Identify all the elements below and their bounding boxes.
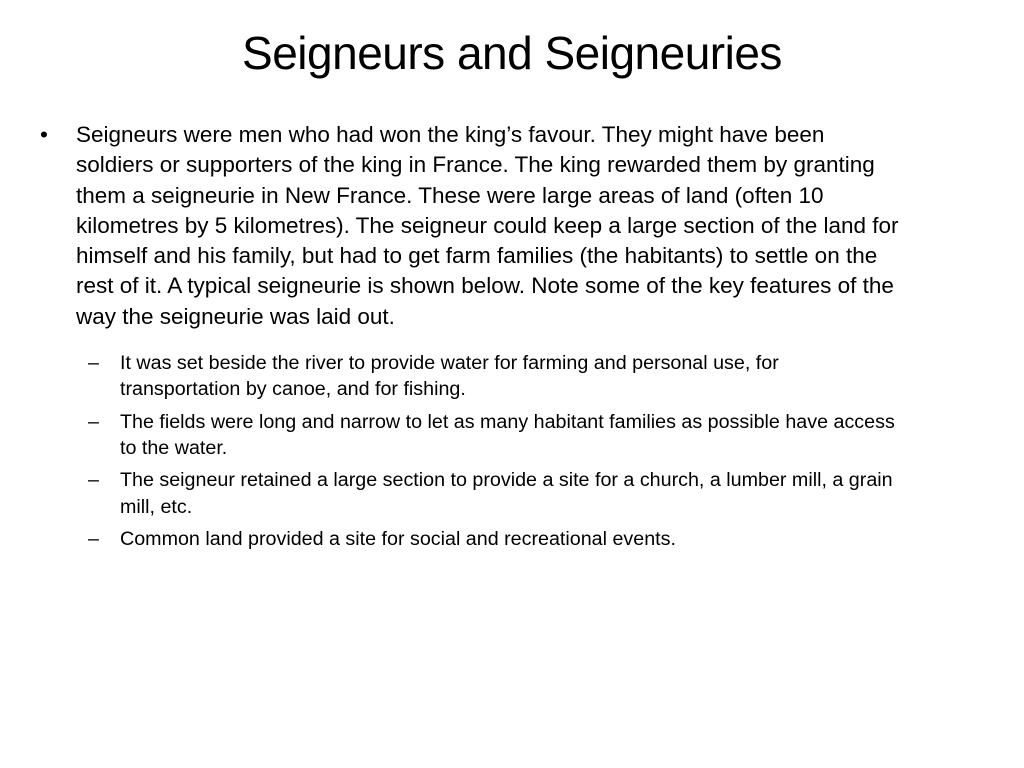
sub-bullet-text: It was set beside the river to provide water for farming and personal use, for transportation by canoe, and for fishing. xyxy=(120,352,779,401)
bullet-marker: • xyxy=(40,122,48,147)
slide-title: Seigneurs and Seigneuries xyxy=(242,27,782,79)
main-bullet xyxy=(40,120,900,332)
sub-bullet-list xyxy=(40,350,900,552)
sub-bullet xyxy=(40,467,900,520)
dash-marker: – xyxy=(88,469,99,492)
sub-bullet-text: Common land provided a site for social and recreational events. xyxy=(120,527,676,550)
sub-bullet-text: The fields were long and narrow to let as many habitant families as possible have access to the water. xyxy=(120,410,895,459)
dash-marker: – xyxy=(88,410,99,433)
dash-marker: – xyxy=(88,527,99,550)
dash-marker: – xyxy=(88,352,99,375)
sub-bullet xyxy=(40,526,900,552)
main-bullet-text: Seigneurs were men who had won the king’s favour. They might have been soldiers or supporters of the king in France. The king rewarded them by granting them a seigneurie in New France. These were large areas of land (often 10 kilometres by 5 kilometres). The seigneur could keep a large section of the land for himself and his family, but had to get farm families (the habitants) to settle on the rest of it. A typical seigneurie is shown below. Note some of the key features of the way the seigneurie was laid out. xyxy=(76,122,899,329)
sub-bullet xyxy=(40,350,900,403)
sub-bullet-text: The seigneur retained a large section to provide a site for a church, a lumber mill, a grain mill, etc. xyxy=(120,469,893,518)
slide-body xyxy=(40,120,900,558)
sub-bullet xyxy=(40,409,900,462)
